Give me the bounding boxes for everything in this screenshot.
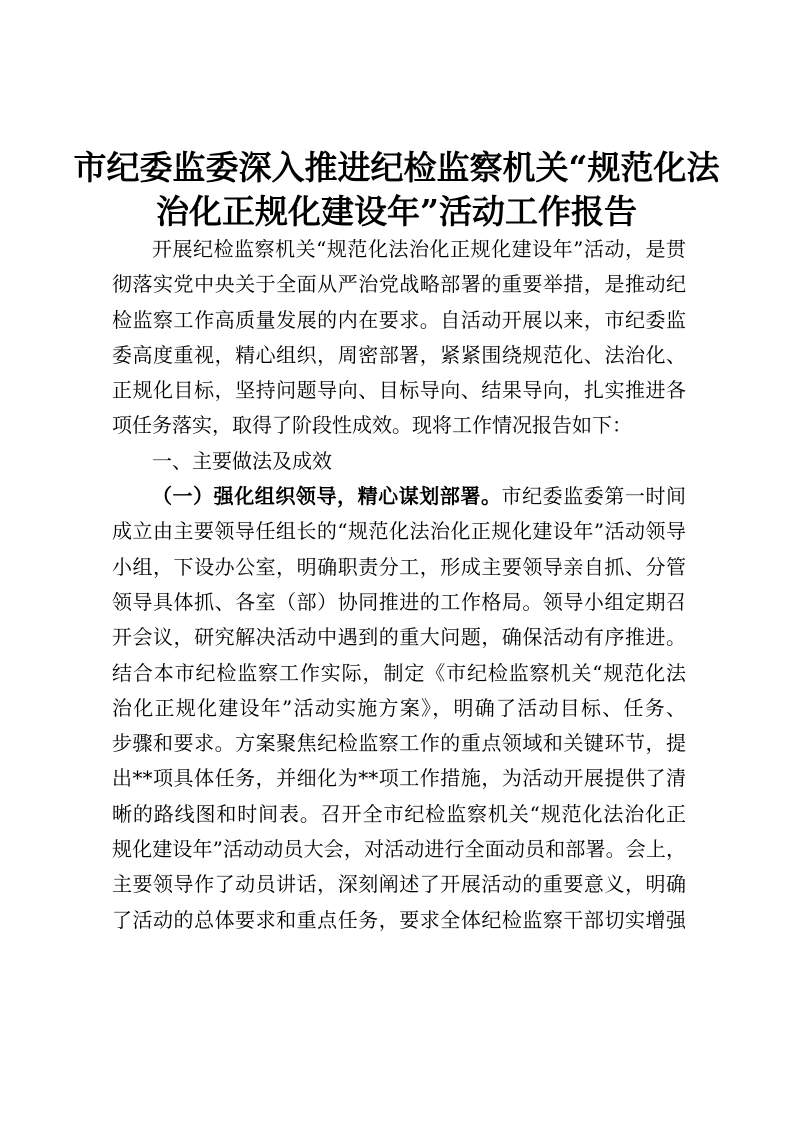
intro-paragraph-line: 开展纪检监察机关“规范化法治化正规化建设年”活动，是贯 <box>152 237 686 261</box>
subsection-first-line-text: 市纪委监委第一时间 <box>501 484 687 509</box>
subsection-paragraph-line: 晰的路线图和时间表。召开全市纪检监察机关“规范化法治化正 <box>112 801 686 826</box>
intro-paragraph-line: 检监察工作高质量发展的内在要求。自活动开展以来，市纪委监 <box>112 307 686 332</box>
intro-paragraph-line: 委高度重视，精心组织，周密部署，紧紧围绕规范化、法治化、 <box>112 342 686 367</box>
subsection-paragraph-line: 结合本市纪检监察工作实际，制定《市纪检监察机关“规范化法 <box>112 660 686 685</box>
subsection-paragraph-line: 治化正规化建设年”活动实施方案》，明确了活动目标、任务、 <box>112 695 686 720</box>
subsection-paragraph-line: 了活动的总体要求和重点任务，要求全体纪检监察干部切实增强 <box>112 907 686 932</box>
subsection-paragraph-line: 步骤和要求。方案聚焦纪检监察工作的重点领域和关键环节，提 <box>112 731 686 756</box>
subsection-heading: （一）强化组织领导，精心谋划部署。 <box>152 484 502 509</box>
document-body <box>112 232 686 938</box>
intro-paragraph-line: 正规化目标，坚持问题导向、目标导向、结果导向，扎实推进各 <box>112 378 686 403</box>
subsection-paragraph-line: 成立由主要领导任组长的“规范化法治化正规化建设年”活动领导 <box>112 519 686 544</box>
subsection-paragraph-line: 小组，下设办公室，明确职责分工，形成主要领导亲自抓、分管 <box>112 554 686 579</box>
document-title-line-1: 市纪委监委深入推进纪检监察机关“规范化法 <box>73 148 720 187</box>
subsection-first-line <box>112 479 686 514</box>
subsection-paragraph-line: 主要领导作了动员讲话，深刻阐述了开展活动的重要意义，明确 <box>112 872 686 897</box>
intro-paragraph-line: 彻落实党中央关于全面从严治党战略部署的重要举措，是推动纪 <box>112 272 686 297</box>
section-heading: 一、主要做法及成效 <box>152 448 332 473</box>
subsection-paragraph-line: 规化建设年”活动动员大会，对活动进行全面动员和部署。会上， <box>112 837 686 862</box>
intro-paragraph-line: 项任务落实，取得了阶段性成效。现将工作情况报告如下： <box>112 413 632 438</box>
subsection-paragraph-line: 开会议，研究解决活动中遇到的重大问题，确保活动有序推进。 <box>112 625 686 650</box>
subsection-paragraph-line: 出**项具体任务，并细化为**项工作措施，为活动开展提供了清 <box>112 766 686 791</box>
subsection-paragraph-line: 领导具体抓、各室（部）协同推进的工作格局。领导小组定期召 <box>112 589 686 614</box>
document-title-line-2: 治化正规化建设年”活动工作报告 <box>156 192 637 231</box>
